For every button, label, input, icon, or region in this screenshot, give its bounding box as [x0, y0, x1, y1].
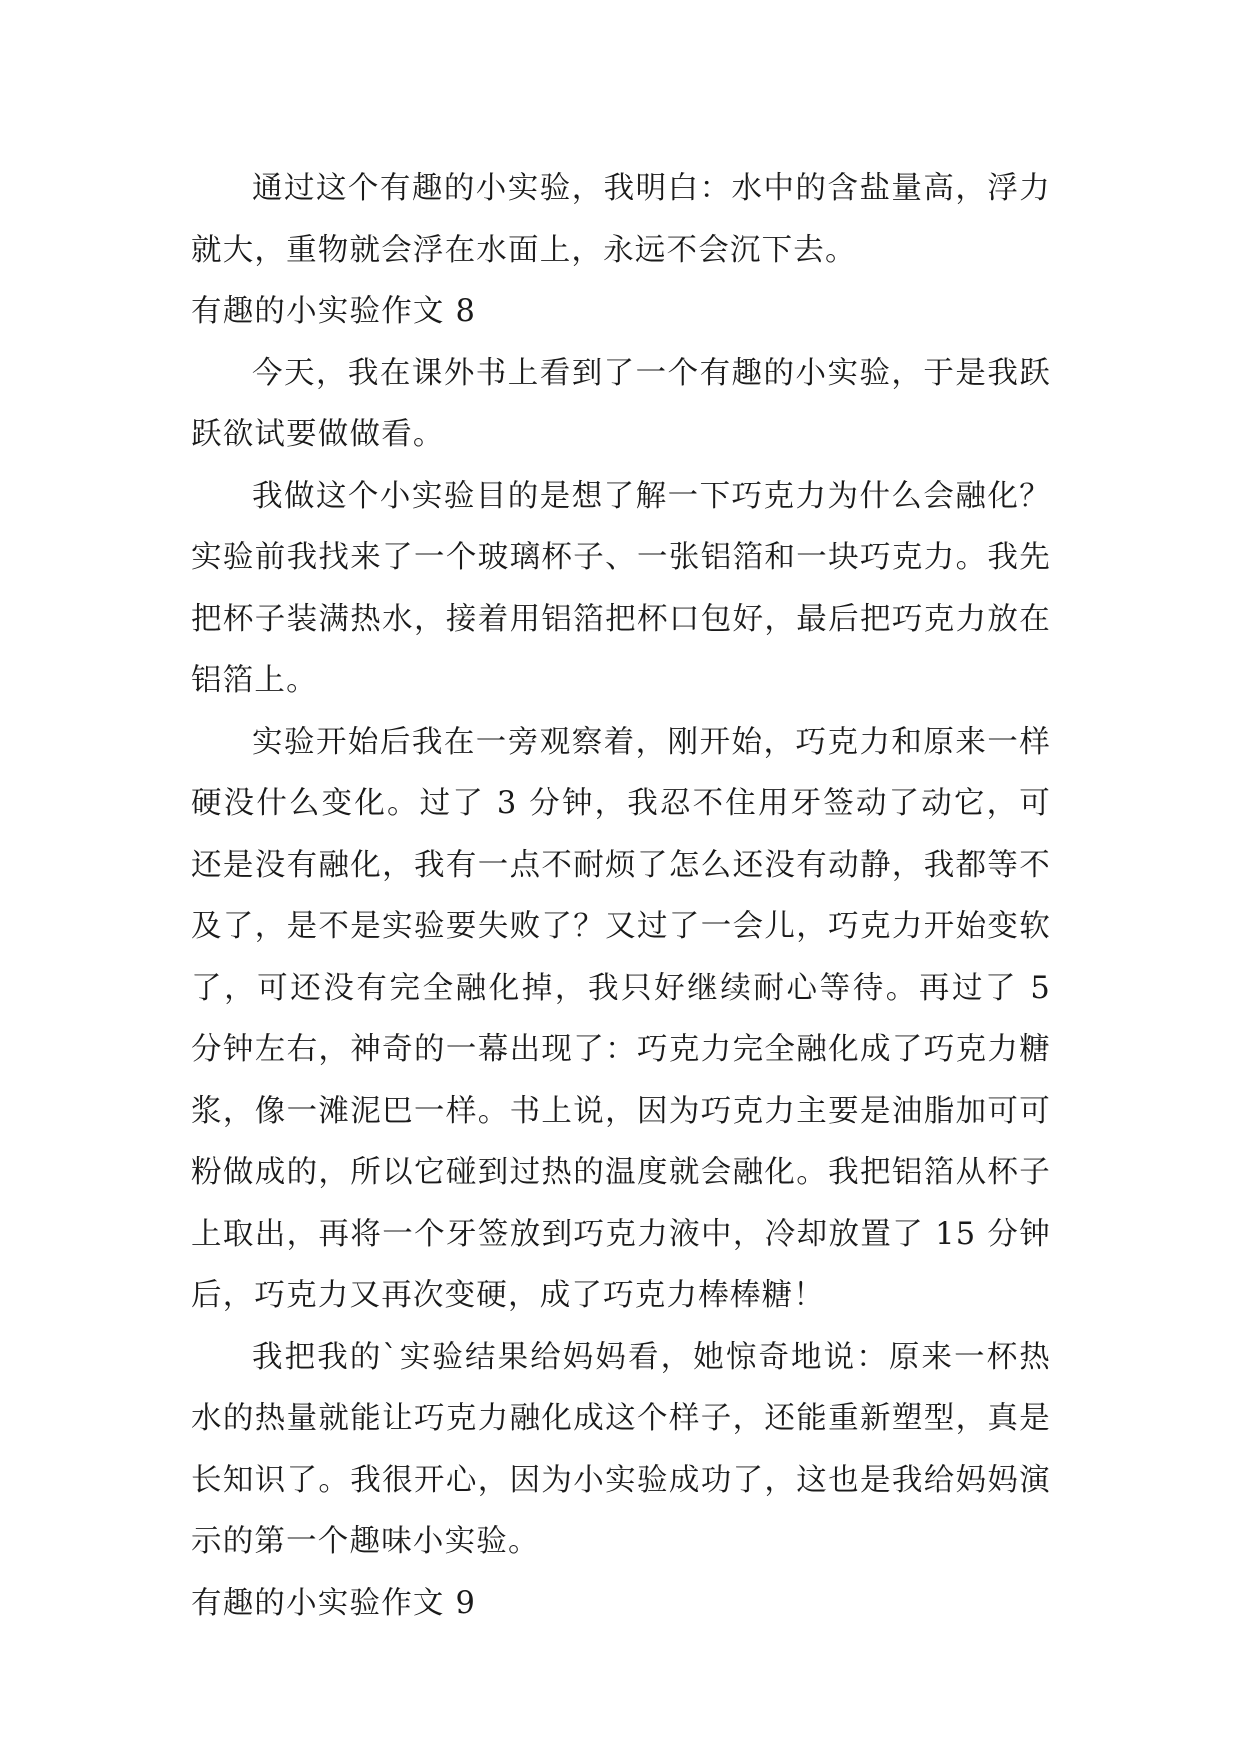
paragraph-intro: 今天，我在课外书上看到了一个有趣的小实验，于是我跃跃欲试要做做看。: [191, 355, 1051, 452]
document-body: [191, 158, 1051, 1634]
essay-heading-8: 有趣的小实验作文 8: [191, 294, 477, 329]
paragraph-purpose: 我做这个小实验目的是想了解一下巧克力为什么会融化？实验前我找来了一个玻璃杯子、一张铝箔和一块巧克力。我先把杯子装满热水，接着用铝箔把杯口包好，最后把巧克力放在铝箔上。: [191, 478, 1051, 698]
paragraph-result: 我把我的`实验结果给妈妈看，她惊奇地说：原来一杯热水的热量就能让巧克力融化成这个样子，还能重新塑型，真是长知识了。我很开心，因为小实验成功了，这也是我给妈妈演示的第一个趣味小实验。: [191, 1339, 1051, 1559]
paragraph-conclusion: 通过这个有趣的小实验，我明白：水中的含盐量高，浮力就大，重物就会浮在水面上，永远不会沉下去。: [191, 171, 1051, 268]
paragraph-process: 实验开始后我在一旁观察着，刚开始，巧克力和原来一样硬没什么变化。过了 3 分钟，我忍不住用牙签动了动它，可还是没有融化，我有一点不耐烦了怎么还没有动静，我都等不及了，是不是实验要失败了？又过了一会儿，巧克力开始变软了，可还没有完全融化掉，我只好继续耐心等待。再过了 5 分钟左右，神奇的一幕出现了：巧克力完全融化成了巧克力糖浆，像一滩泥巴一样。书上说，因为巧克力主要是油脂加可可粉做成的，所以它碰到过热的温度就会融化。我把铝箔从杯子上取出，再将一个牙签放到巧克力液中，冷却放置了 15 分钟后，巧克力又再次变硬，成了巧克力棒棒糖！: [191, 724, 1051, 1313]
essay-heading-9: 有趣的小实验作文 9: [191, 1585, 477, 1621]
